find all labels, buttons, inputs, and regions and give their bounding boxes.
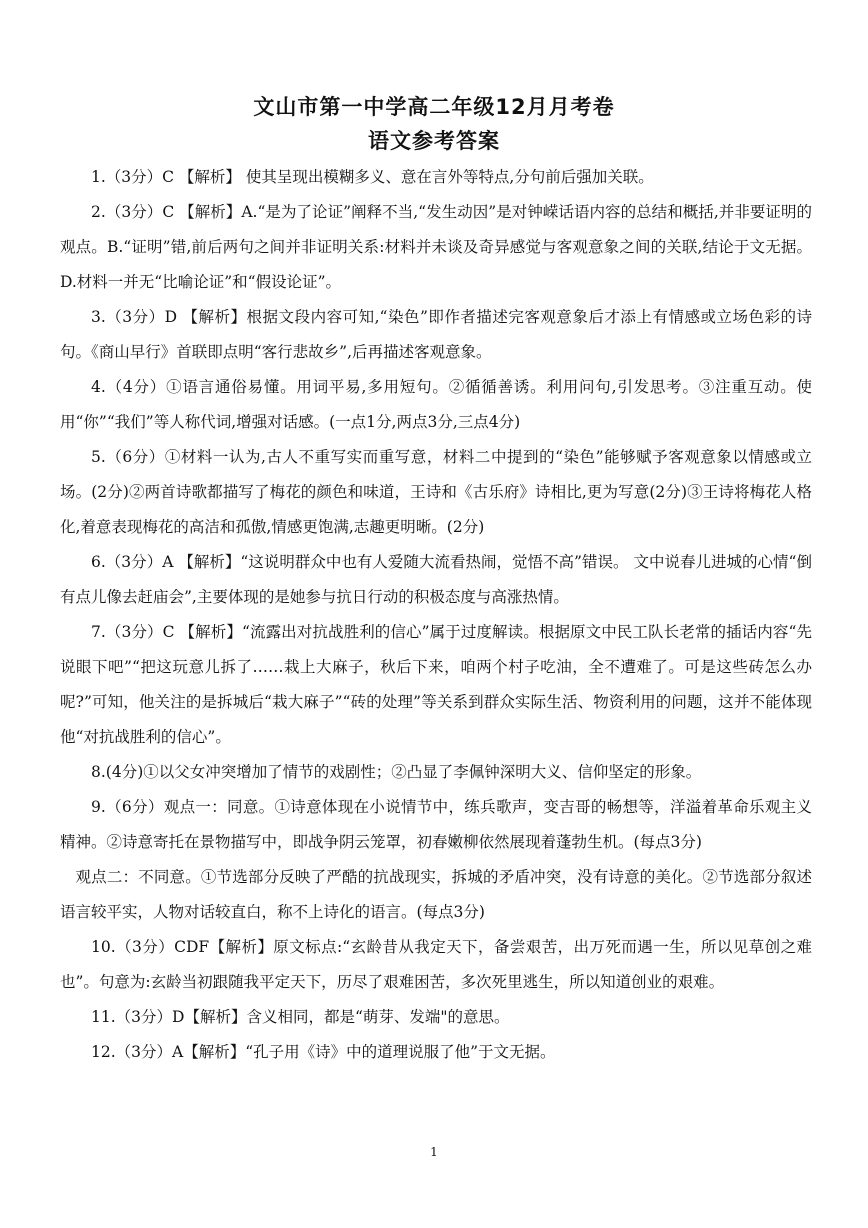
answer-item-5: 5.（6分）①材料一认为,古人不重写实而重写意，材料二中提到的“染色”能够赋予客观意象以情感或立场。(2分)②两首诗歌都描写了梅花的颜色和味道，王诗和《古乐府》诗相比,更为写意(2分)③王诗将梅花人格化,着意表现梅花的高洁和孤傲,情感更饱满,志趣更明晰。(2分) bbox=[60, 448, 812, 536]
document-subtitle: 语文参考答案 bbox=[368, 129, 500, 153]
answer-item-9: 9.（6分）观点一：同意。①诗意体现在小说情节中，练兵歌声，变吉哥的畅想等，洋溢着革命乐观主义精神。②诗意寄托在景物描写中，即战争阴云笼罩，初春嫩柳依然展现着蓬勃生机。(每点3分) bbox=[60, 798, 812, 851]
answer-item-6: 6.（3分）A 【解析】“这说明群众中也有人爱随大流看热闹，觉悟不高”错误。 文中说春儿进城的心情“倒有点儿像去赶庙会”,主要体现的是她参与抗日行动的积极态度与高涨热情。 bbox=[60, 553, 812, 606]
answer-item-9-viewpoint-2: 观点二：不同意。①节选部分反映了严酷的抗战现实，拆城的矛盾冲突，没有诗意的美化。②节选部分叙述语言较平实，人物对话较直白，称不上诗化的语言。(每点3分) bbox=[60, 868, 812, 921]
answer-item-1: 1.（3分）C 【解析】 使其呈现出模糊多义、意在言外等特点,分句前后强加关联。 bbox=[91, 168, 654, 186]
answer-item-7: 7.（3分）C 【解析】“流露出对抗战胜利的信心”属于过度解读。根据原文中民工队长老常的插话内容“先说眼下吧”“把这玩意儿拆了……栽上大麻子，秋后下来，咱两个村子吃油，全不遭难了。可是这些砖怎么办呢?”可知，他关注的是拆城后“栽大麻子”“砖的处理”等关系到群众实际生活、物资利用的问题，这并不能体现他“对抗战胜利的信心”。 bbox=[60, 623, 812, 746]
answer-list bbox=[60, 160, 812, 1070]
answer-item-10: 10.（3分）CDF【解析】原文标点:“玄龄昔从我定天下，备尝艰苦，出万死而遇一生，所以见草创之难也”。句意为:玄龄当初跟随我平定天下，历尽了艰难困苦，多次死里逃生，所以知道创业的艰难。 bbox=[60, 938, 812, 991]
answer-item-11: 11.（3分）D【解析】含义相同，都是“萌芽、发端"的意思。 bbox=[91, 1008, 510, 1026]
answer-item-2: 2.（3分）C 【解析】A.“是为了论证”阐释不当,“发生动因”是对钟嵘话语内容的总结和概括,并非要证明的观点。B.“证明”错,前后两句之间并非证明关系:材料并未谈及奇异感觉与客观意象之间的关联,结论于文无据。D.材料一并无“比喻论证”和“假设论证”。 bbox=[60, 203, 812, 291]
answer-item-3: 3.（3分）D 【解析】根据文段内容可知,“染色”即作者描述完客观意象后才添上有情感或立场色彩的诗句。《商山早行》首联即点明“客行悲故乡”,后再描述客观意象。 bbox=[60, 308, 812, 361]
answer-item-4: 4.（4分）①语言通俗易懂。用词平易,多用短句。②循循善诱。利用问句,引发思考。③注重互动。使用“你”“我们”等人称代词,增强对话感。(一点1分,两点3分,三点4分) bbox=[60, 378, 812, 431]
page-number: 1 bbox=[430, 1145, 438, 1159]
answer-item-12: 12.（3分）A【解析】“孔子用《诗》中的道理说服了他”于文无据。 bbox=[91, 1043, 556, 1061]
document-title: 文山市第一中学高二年级12月月考卷 bbox=[253, 95, 615, 119]
answer-item-8: 8.(4分)①以父女冲突增加了情节的戏剧性；②凸显了李佩钟深明大义、信仰坚定的形象。 bbox=[91, 763, 702, 781]
